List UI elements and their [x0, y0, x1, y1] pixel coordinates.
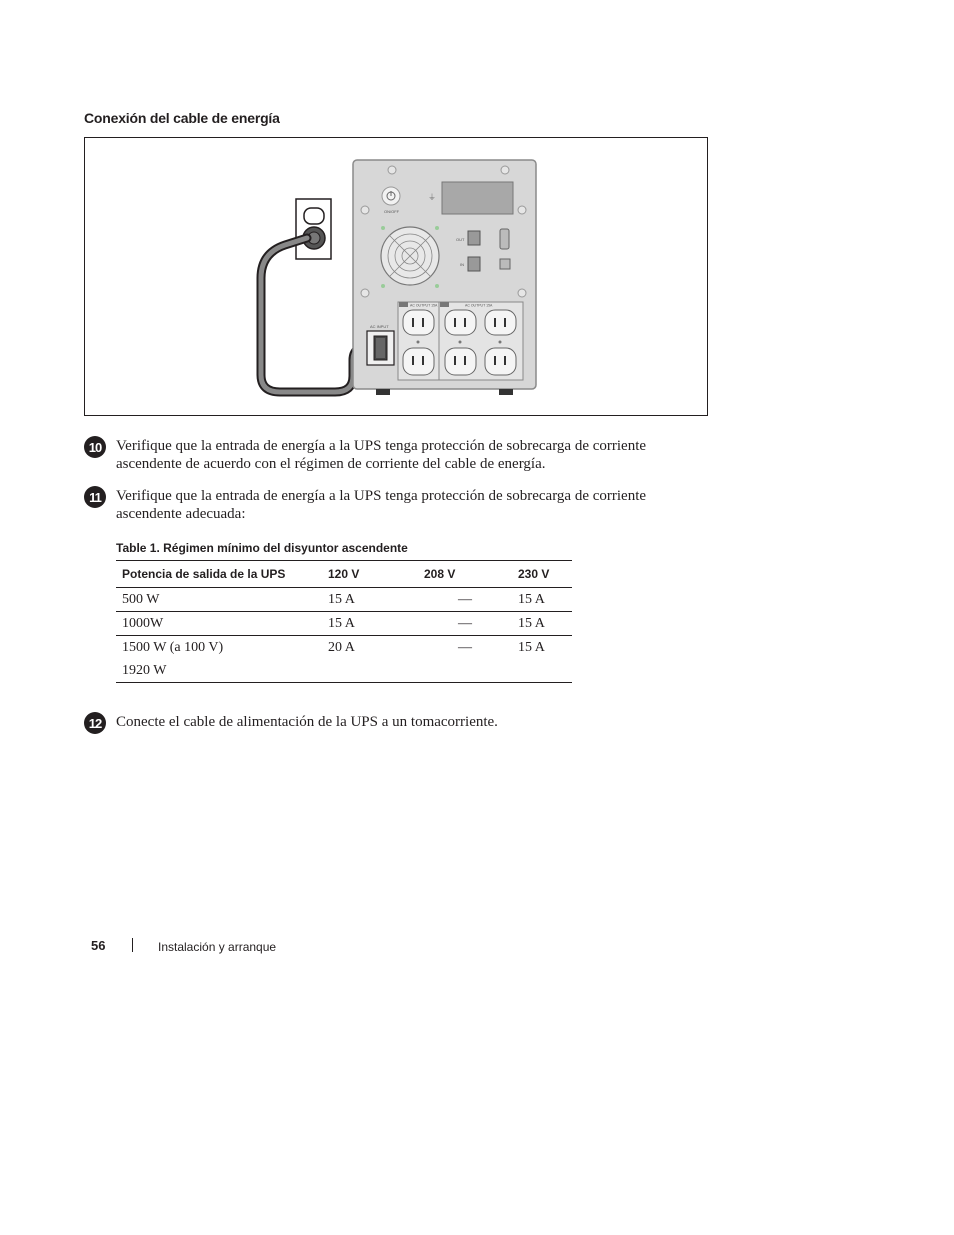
cell-230v: 15 A	[512, 636, 572, 683]
svg-text:AC INPUT: AC INPUT	[370, 324, 389, 329]
cell-power: 500 W	[116, 588, 322, 612]
cell-120v: 15 A	[322, 588, 418, 612]
svg-text:IN: IN	[460, 262, 464, 267]
section-title: Conexión del cable de energía	[84, 110, 280, 126]
cell-208v: —	[418, 588, 512, 612]
cell-power: 1000W	[116, 612, 322, 636]
step-text: Conecte el cable de alimentación de la UPS a un tomacorriente.	[116, 714, 498, 730]
cell-230v: 15 A	[512, 588, 572, 612]
header-230v: 230 V	[512, 561, 572, 588]
header-power: Potencia de salida de la UPS	[116, 561, 322, 588]
cell-230v: 15 A	[512, 612, 572, 636]
figure-power-cable-connection	[84, 137, 708, 416]
step-number-badge: 11	[84, 486, 106, 508]
fan-grille-icon	[381, 227, 439, 285]
chapter-title: Instalación y arranque	[158, 940, 277, 954]
header-208v: 208 V	[418, 561, 512, 588]
step-number-badge: 10	[84, 436, 106, 458]
svg-text:ON/OFF: ON/OFF	[384, 209, 400, 214]
ups-chassis	[353, 160, 536, 395]
header-120v: 120 V	[322, 561, 418, 588]
table-header-row	[116, 561, 572, 588]
table-row	[116, 588, 572, 612]
svg-text:AC OUTPUT 15A: AC OUTPUT 15A	[410, 303, 438, 308]
ups-rear-panel-illustration	[85, 138, 709, 417]
table-row	[116, 612, 572, 636]
step-text: Verifique que la entrada de energía a la UPS tenga protección de sobrecarga de corriente ascendente de acuerdo con el régimen de corriente del cable de energía.	[116, 438, 647, 472]
breaker-rating-table	[116, 560, 572, 683]
table-caption: Table 1. Régimen mínimo del disyuntor ascendente	[116, 541, 408, 555]
svg-text:OUT: OUT	[456, 237, 465, 242]
wall-outlet	[296, 199, 331, 259]
cell-power: 1500 W (a 100 V) 1920 W	[116, 636, 322, 683]
svg-text:⏚: ⏚	[428, 193, 436, 202]
footer-divider	[132, 938, 133, 952]
cell-208v: —	[418, 612, 512, 636]
table-row	[116, 636, 572, 683]
cell-120v: 20 A	[322, 636, 418, 683]
cell-208v: —	[418, 636, 512, 683]
step-text: Verifique que la entrada de energía a la UPS tenga protección de sobrecarga de corriente ascendente adecuada:	[116, 488, 647, 522]
page-number: 56	[91, 938, 106, 953]
svg-text:AC OUTPUT 15A: AC OUTPUT 15A	[465, 303, 493, 308]
step-number-badge: 12	[84, 712, 106, 734]
cell-120v: 15 A	[322, 612, 418, 636]
